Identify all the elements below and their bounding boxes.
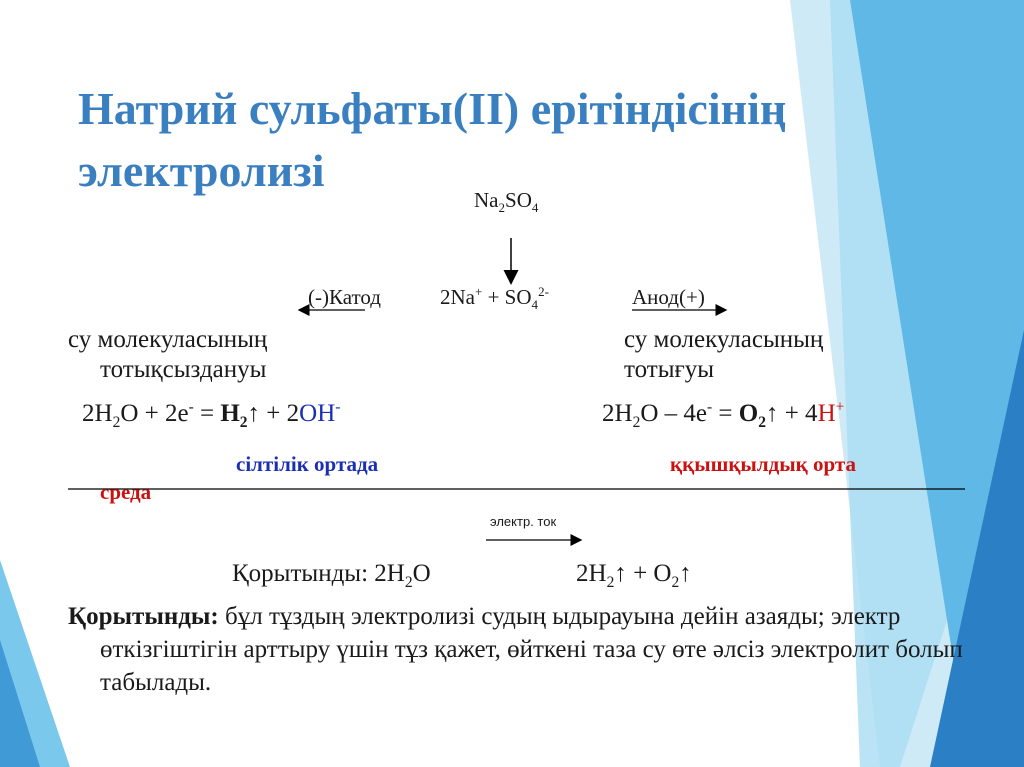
title-line-2: электролизі: [78, 145, 325, 196]
overall-right: $2H_2↑$ + $O_2↑$: [576, 560, 692, 591]
cathode-text-1: су молекуласының: [68, 326, 268, 353]
cathode-label: (-)Катод: [308, 285, 381, 309]
anode-text-1: су молекуласының: [624, 326, 824, 353]
cathode-medium-2: среда: [100, 480, 152, 504]
anode-equation: $2H_2O - 4e^-$ = $O_2↑ + 4H^+$: [602, 398, 845, 431]
current-label: электр. ток: [490, 514, 557, 529]
cathode-medium: сілтілік ортада: [236, 452, 379, 476]
dissociation-ions: $2Na^+ + SO_4^{2-}$: [440, 284, 549, 313]
formula-na2so4: $Na_2SO_4$: [474, 188, 539, 216]
cathode-text-2: тотықсыздануы: [100, 356, 267, 383]
overall-left: Қорытынды: $2H_2O$: [232, 560, 431, 591]
anode-medium: ққышқылдық орта: [670, 452, 856, 476]
anode-text-2: тотығуы: [624, 356, 715, 383]
conclusion-label: Қорытынды:: [68, 603, 219, 630]
title-line-1: Натрий сульфаты(II) ерітіндісінің: [78, 83, 787, 134]
cathode-equation: $2H_2O + 2e^-$ = $H_2↑ + 2OH^-$: [82, 398, 341, 431]
conclusion-paragraph: [68, 600, 980, 699]
conclusion-text: бұл тұздың электролизі судың ыдырауына дейін азаяды; электр өткізгіштігін арттыру үшін тұз қажет, өйткені таза су өте әлсіз электролит болып табылады.: [100, 603, 963, 696]
anode-label: Анод(+): [632, 285, 705, 309]
